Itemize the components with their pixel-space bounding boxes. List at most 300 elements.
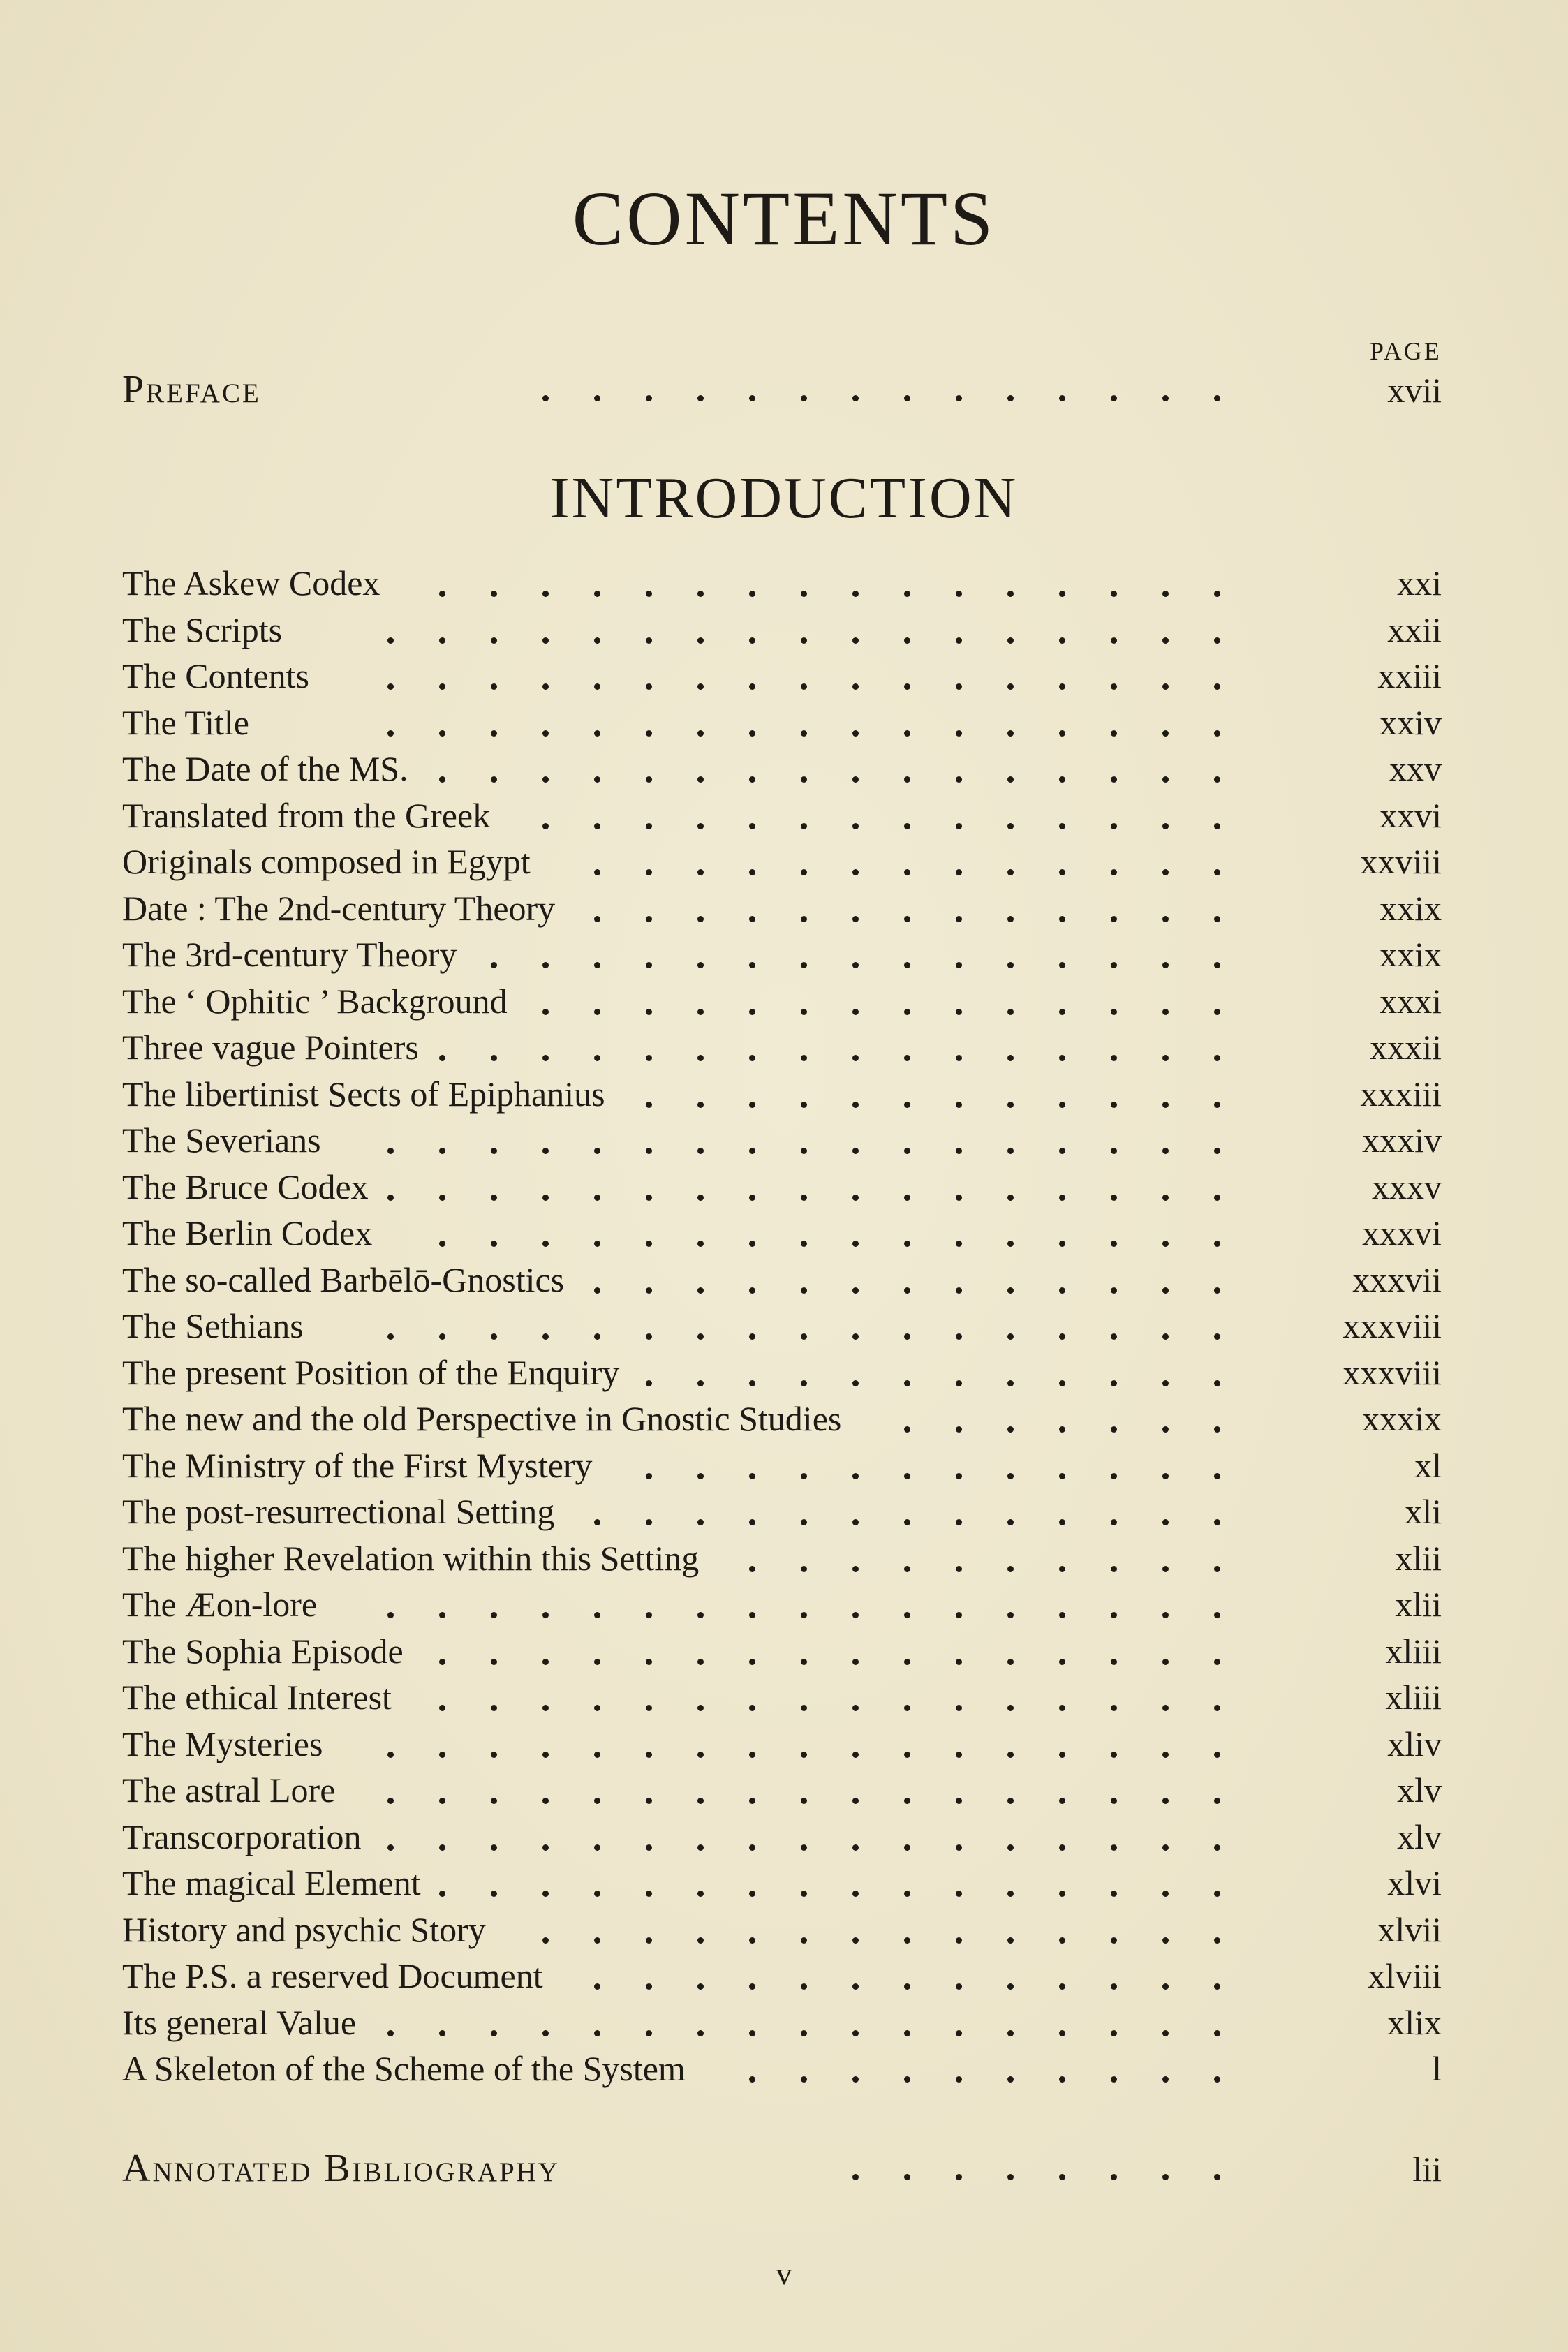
leader-dot (1111, 1380, 1117, 1386)
leader-dot (697, 2030, 704, 2036)
leader-dot (491, 2030, 497, 2036)
leader-dot (1059, 1287, 1065, 1294)
leader-dot (1162, 916, 1169, 922)
leader-dot (904, 637, 910, 644)
leader-dot (491, 1844, 497, 1851)
leader-dot (852, 1055, 859, 1061)
leader-dot (1162, 1287, 1169, 1294)
leader-dot (646, 1752, 652, 1758)
leader-dot (749, 1752, 755, 1758)
leader-dot (439, 1752, 445, 1758)
toc-entry-label: The Contents (122, 656, 310, 695)
leader-dot (491, 591, 497, 597)
toc-entry[interactable] (122, 1442, 1442, 1489)
leader-dot (439, 1798, 445, 1804)
leader-dot (801, 1705, 807, 1711)
leader-dot (1059, 2076, 1065, 2083)
toc-entry[interactable] (122, 1488, 1442, 1535)
preface-row[interactable] (122, 364, 1442, 413)
leader-dot (749, 1659, 755, 1665)
leader-dot (1111, 916, 1117, 922)
leader-dot (1059, 1380, 1065, 1386)
leader-dot (956, 1798, 962, 1804)
leader-dot (594, 1612, 600, 1618)
leader-dot (749, 395, 755, 401)
leader-dot (1007, 1055, 1014, 1061)
leader-dot (1059, 1009, 1065, 1015)
leader-dot (1111, 2174, 1117, 2180)
leader-dot (801, 1148, 807, 1154)
leader-dot (1162, 591, 1169, 597)
toc-entry[interactable] (122, 607, 1442, 653)
leader-dot (594, 1752, 600, 1758)
leader-dot (1162, 1519, 1169, 1525)
leader-dot (439, 1333, 445, 1340)
toc-entry[interactable] (122, 1117, 1442, 1164)
leader-dot (904, 1195, 910, 1201)
leader-dot (749, 1844, 755, 1851)
leader-dot (1162, 1195, 1169, 1201)
toc-entry-page-number: xxi (1397, 563, 1442, 602)
leader-dot (542, 637, 549, 644)
leader-dot (1214, 1891, 1220, 1897)
leader-dot (1007, 1705, 1014, 1711)
toc-entry[interactable] (122, 1767, 1442, 1814)
leader-dot (594, 395, 600, 401)
toc-entry-page-number: xxxix (1362, 1399, 1442, 1438)
leader-dot (749, 730, 755, 737)
toc-entry-label: Date : The 2nd-century Theory (122, 888, 556, 928)
toc-entry-label: The Severians (122, 1120, 321, 1160)
leader-dot (594, 1195, 600, 1201)
toc-entry[interactable] (122, 1674, 1442, 1721)
leader-dot (1214, 1566, 1220, 1572)
leader-dot (1214, 1009, 1220, 1015)
leader-dot (542, 1195, 549, 1201)
leader-dot (542, 1844, 549, 1851)
toc-entry-label: The magical Element (122, 1863, 421, 1902)
leader-dot (491, 1705, 497, 1711)
leader-dot (387, 2030, 394, 2036)
leader-dot (1111, 1705, 1117, 1711)
leader-dot (697, 1844, 704, 1851)
leader-dot (801, 1659, 807, 1665)
leader-dot (646, 1380, 652, 1386)
toc-entry[interactable] (122, 560, 1442, 607)
leader-dot (646, 962, 652, 968)
leader-dot (646, 2030, 652, 2036)
leader-dot (1214, 637, 1220, 644)
leader-dot (439, 1195, 445, 1201)
leader-dot (439, 637, 445, 644)
leader-dot (801, 1102, 807, 1108)
leader-dot (1214, 1519, 1220, 1525)
leader-dot (697, 1473, 704, 1479)
leader-dot (801, 1798, 807, 1804)
leader-dot (852, 2076, 859, 2083)
leader-dot (1111, 1937, 1117, 1944)
leader-dot (491, 1195, 497, 1201)
toc-entry-page-number: xxxviii (1343, 1352, 1442, 1392)
leader-dot (646, 1195, 652, 1201)
toc-entry[interactable] (122, 1535, 1442, 1582)
leader-dot (594, 1891, 600, 1897)
leader-dot (1111, 1102, 1117, 1108)
leader-dot (904, 1798, 910, 1804)
leader-dot (1059, 1519, 1065, 1525)
leader-dot (491, 1612, 497, 1618)
toc-entry[interactable] (122, 1024, 1442, 1071)
leader-dot (1059, 1195, 1065, 1201)
toc-entry-label: Its general Value (122, 2002, 357, 2042)
leader-dot (904, 1659, 910, 1665)
leader-dot (801, 1473, 807, 1479)
leader-dot (956, 2174, 962, 2180)
toc-entry[interactable] (122, 1303, 1442, 1349)
toc-entry[interactable] (122, 1999, 1442, 2046)
leader-dot (1162, 2030, 1169, 2036)
leader-dot (904, 591, 910, 597)
leader-dot (749, 1287, 755, 1294)
leader-dot (646, 1148, 652, 1154)
leader-dot (801, 730, 807, 737)
leader-dot (801, 395, 807, 401)
leader-dot (801, 1891, 807, 1897)
toc-entry[interactable] (122, 1071, 1442, 1118)
bibliography-page-number: lii (1412, 2150, 1442, 2189)
toc-entry[interactable] (122, 1581, 1442, 1628)
leader-dot (801, 1844, 807, 1851)
leader-dot (904, 916, 910, 922)
leader-dot (1059, 962, 1065, 968)
leader-dot (956, 637, 962, 644)
leader-dot (852, 1148, 859, 1154)
toc-entry-label: The Ministry of the First Mystery (122, 1445, 593, 1485)
leader-dot (956, 1473, 962, 1479)
leader-dot (1162, 1891, 1169, 1897)
toc-entry[interactable] (122, 2046, 1442, 2092)
leader-dot (1007, 1473, 1014, 1479)
leader-dot (749, 1195, 755, 1201)
leader-dot (956, 1287, 962, 1294)
leader-dot (542, 1891, 549, 1897)
toc-entry[interactable] (122, 978, 1442, 1025)
leader-dot (594, 1055, 600, 1061)
leader-dot (1059, 1844, 1065, 1851)
toc-entry[interactable] (122, 653, 1442, 700)
leader-dot (697, 1519, 704, 1525)
toc-entry[interactable] (122, 1210, 1442, 1257)
leader-dot (852, 1241, 859, 1247)
leader-dot (1007, 823, 1014, 829)
leader-dot (801, 1752, 807, 1758)
toc-entry[interactable] (122, 838, 1442, 885)
leader-dot (1007, 637, 1014, 644)
leader-dot (1162, 1705, 1169, 1711)
leader-dot (749, 1612, 755, 1618)
leader-dot (1007, 1844, 1014, 1851)
leader-dot (904, 1612, 910, 1618)
leader-dot (1059, 637, 1065, 644)
toc-entry[interactable] (122, 1349, 1442, 1396)
leader-dot (491, 776, 497, 783)
leader-dot (1059, 1055, 1065, 1061)
leader-dot (491, 1798, 497, 1804)
leader-dot (1059, 683, 1065, 690)
leader-dot (594, 1798, 600, 1804)
leader-dot (904, 1333, 910, 1340)
leader-dot (542, 1241, 549, 1247)
leader-dot (904, 1519, 910, 1525)
toc-entry-page-number: xxxiv (1362, 1120, 1442, 1160)
toc-entry-page-number: xxiii (1377, 656, 1442, 695)
leader-dot (1007, 683, 1014, 690)
toc-entry-page-number: xxvi (1380, 795, 1442, 835)
leader-dot (697, 1380, 704, 1386)
leader-dot (1162, 1937, 1169, 1944)
leader-dot (904, 962, 910, 968)
leader-dot (1214, 1937, 1220, 1944)
leader-dot (749, 1891, 755, 1897)
toc-entry[interactable] (122, 1907, 1442, 1953)
leader-dot (1007, 1102, 1014, 1108)
leader-dot (1214, 776, 1220, 783)
leader-dot (1111, 1148, 1117, 1154)
leader-dot (697, 1891, 704, 1897)
leader-dot (801, 916, 807, 922)
leader-dot (904, 1102, 910, 1108)
toc-entry[interactable] (122, 746, 1442, 792)
leader-dot (749, 2076, 755, 2083)
bibliography-row[interactable] (122, 2143, 1442, 2192)
leader-dot (697, 395, 704, 401)
bibliography-label: Annotated Bibliography (122, 2147, 560, 2190)
toc-entry[interactable] (122, 1721, 1442, 1768)
leader-dot (439, 591, 445, 597)
leader-dot (542, 1937, 549, 1944)
leader-dot (1007, 1798, 1014, 1804)
toc-entry-page-number: xliii (1385, 1631, 1442, 1671)
leader-dot (956, 1844, 962, 1851)
toc-entry-label: The Sethians (122, 1306, 304, 1345)
toc-entry[interactable] (122, 1953, 1442, 1999)
leader-dot (646, 1844, 652, 1851)
toc-entry-page-number: xlix (1387, 2002, 1442, 2042)
toc-entry[interactable] (122, 1628, 1442, 1675)
leader-dot (1214, 916, 1220, 922)
leader-dot (956, 1891, 962, 1897)
leader-dot (1007, 776, 1014, 783)
leader-dot (697, 1752, 704, 1758)
toc-entry-page-number: xlvi (1387, 1863, 1442, 1902)
leader-dot (439, 1241, 445, 1247)
leader-dot (1007, 1566, 1014, 1572)
leader-dot (1162, 1055, 1169, 1061)
leader-dot (542, 1705, 549, 1711)
leader-dot (491, 683, 497, 690)
toc-entry[interactable] (122, 1814, 1442, 1861)
leader-dot (852, 395, 859, 401)
toc-entry[interactable] (122, 1164, 1442, 1211)
toc-entry-label: The Title (122, 702, 249, 742)
toc-entry[interactable] (122, 792, 1442, 839)
leader-dot (956, 1705, 962, 1711)
leader-dot (1111, 1287, 1117, 1294)
leader-dot (594, 1659, 600, 1665)
leader-dot (801, 869, 807, 875)
toc-entry[interactable] (122, 931, 1442, 978)
leader-dot (1007, 1937, 1014, 1944)
leader-dot (801, 1380, 807, 1386)
toc-entry-label: The Mysteries (122, 1724, 323, 1763)
leader-dot (1162, 1009, 1169, 1015)
leader-dot (852, 1612, 859, 1618)
leader-dot (646, 1937, 652, 1944)
leader-dot (646, 869, 652, 875)
leader-dot (852, 637, 859, 644)
leader-dot (646, 591, 652, 597)
leader-dot (956, 1195, 962, 1201)
toc-entry-label: The post-resurrectional Setting (122, 1492, 555, 1531)
toc-entry-page-number: xxix (1380, 888, 1442, 928)
leader-dot (1162, 823, 1169, 829)
leader-dot (1162, 1798, 1169, 1804)
leader-dot (1007, 916, 1014, 922)
toc-entry[interactable] (122, 1257, 1442, 1303)
leader-dot (594, 1983, 600, 1990)
leader-dot (956, 730, 962, 737)
leader-dot (1214, 1798, 1220, 1804)
leader-dot (1162, 2076, 1169, 2083)
leader-dot (1214, 1473, 1220, 1479)
leader-dot (697, 1241, 704, 1247)
leader-dot (1214, 1055, 1220, 1061)
leader-dot (594, 962, 600, 968)
leader-dot (646, 1009, 652, 1015)
leader-dot (646, 1891, 652, 1897)
leader-dot (956, 1102, 962, 1108)
leader-dot (956, 1009, 962, 1015)
leader-dot (439, 1891, 445, 1897)
leader-dot (956, 1055, 962, 1061)
toc-entry-page-number: xlvii (1377, 1909, 1442, 1949)
leader-dot (1162, 1659, 1169, 1665)
leader-dot (1007, 1195, 1014, 1201)
leader-dot (1059, 1659, 1065, 1665)
leader-dot (542, 683, 549, 690)
toc-entry-page-number: xxxiii (1360, 1074, 1442, 1114)
leader-dot (904, 1287, 910, 1294)
leader-dot (801, 683, 807, 690)
leader-dot (852, 869, 859, 875)
leader-dot (1111, 395, 1117, 401)
leader-dot (956, 1333, 962, 1340)
leader-dot (646, 730, 652, 737)
leader-dot (852, 1380, 859, 1386)
leader-dot (749, 869, 755, 875)
leader-dot (956, 1983, 962, 1990)
toc-entry-page-number: xlv (1397, 1770, 1442, 1810)
introduction-entries (122, 560, 1442, 2092)
leader-dot (594, 591, 600, 597)
leader-dot (594, 1705, 600, 1711)
leader-dot (749, 1102, 755, 1108)
leader-dot (646, 1055, 652, 1061)
toc-entry[interactable] (122, 700, 1442, 746)
leader-dot (749, 1241, 755, 1247)
toc-entry-page-number: xxxv (1372, 1167, 1442, 1206)
leader-dot (956, 1241, 962, 1247)
toc-entry-label: The ethical Interest (122, 1678, 392, 1717)
leader-dot (852, 2030, 859, 2036)
leader-dot (1059, 1426, 1065, 1433)
toc-entry[interactable] (122, 885, 1442, 932)
toc-entry-page-number: xxviii (1360, 842, 1442, 881)
toc-entry-page-number: xxix (1380, 935, 1442, 974)
leader-dot (904, 1983, 910, 1990)
leader-dot (646, 1983, 652, 1990)
preface-leader-dots (122, 364, 1442, 411)
leader-dot (1162, 2174, 1169, 2180)
leader-dot (491, 637, 497, 644)
toc-entry[interactable] (122, 1396, 1442, 1442)
leader-dot (956, 823, 962, 829)
leader-dot (1162, 962, 1169, 968)
leader-dot (801, 1241, 807, 1247)
leader-dot (801, 1983, 807, 1990)
leader-dot (594, 916, 600, 922)
leader-dot (956, 916, 962, 922)
leader-dot (1059, 1891, 1065, 1897)
leader-dot (852, 1798, 859, 1804)
leader-dot (1111, 823, 1117, 829)
leader-dot (1007, 730, 1014, 737)
leader-dot (1162, 1380, 1169, 1386)
leader-dot (749, 1937, 755, 1944)
leader-dot (956, 1612, 962, 1618)
leader-dot (1059, 823, 1065, 829)
leader-dot (542, 1333, 549, 1340)
leader-dot (1111, 2076, 1117, 2083)
leader-dot (1007, 1380, 1014, 1386)
leader-dot (1007, 591, 1014, 597)
leader-dot (852, 1983, 859, 1990)
leader-dot (749, 962, 755, 968)
leader-dot (1007, 1612, 1014, 1618)
leader-dot (1111, 1752, 1117, 1758)
leader-dot (646, 395, 652, 401)
leader-dot (1214, 683, 1220, 690)
leader-dot (542, 395, 549, 401)
leader-dot (697, 869, 704, 875)
leader-dot (904, 1705, 910, 1711)
leader-dot (956, 1380, 962, 1386)
leader-dot (801, 1333, 807, 1340)
leader-dot (904, 1891, 910, 1897)
leader-dot (801, 962, 807, 968)
leader-dot (1214, 1148, 1220, 1154)
toc-entry[interactable] (122, 1860, 1442, 1907)
leader-dot (852, 683, 859, 690)
leader-dot (697, 823, 704, 829)
leader-dot (1007, 962, 1014, 968)
toc-entry-page-number: xxxvii (1352, 1259, 1442, 1299)
leader-dot (749, 2030, 755, 2036)
leader-dot (439, 730, 445, 737)
toc-entry-page-number: xlv (1397, 1817, 1442, 1856)
leader-dot (801, 1009, 807, 1015)
leader-dot (1059, 1983, 1065, 1990)
